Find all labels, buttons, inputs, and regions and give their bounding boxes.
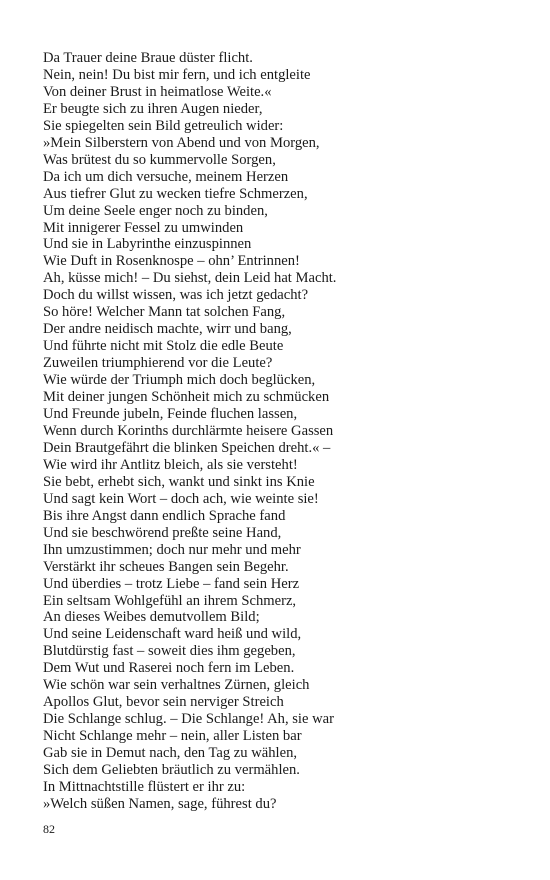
poem-line: Gab sie in Demut nach, den Tag zu wählen,	[43, 745, 298, 762]
poem-line: Die Schlange schlug. – Die Schlange! Ah, sie war	[43, 711, 334, 728]
poem-line: Wenn durch Korinths durchlärmte heisere Gassen	[43, 422, 334, 439]
poem-line: Und sie in Labyrinthe einzuspinnen	[43, 236, 252, 253]
poem-line: An dieses Weibes demutvollem Bild;	[43, 609, 260, 626]
poem-line: Er beugte sich zu ihren Augen nieder,	[43, 100, 263, 117]
poem-line: Wie Duft in Rosenknospe – ohn’ Entrinnen!	[43, 253, 300, 270]
poem-line: Da Trauer deine Braue düster flicht.	[43, 50, 253, 66]
poem-line: Sie bebt, erhebt sich, wankt und sinkt ins Knie	[43, 473, 315, 490]
poem-line: Ah, küsse mich! – Du siehst, dein Leid hat Macht.	[43, 270, 337, 287]
poem-line: Apollos Glut, bevor sein nerviger Streich	[43, 694, 284, 711]
poem-line: Doch du willst wissen, was ich jetzt gedacht?	[43, 287, 309, 304]
poem-line: »Welch süßen Namen, sage, führest du?	[43, 795, 277, 812]
poem-text	[43, 50, 513, 813]
poem-line: Blutdürstig fast – soweit dies ihm gegeben,	[43, 643, 296, 660]
poem-line: Und führte nicht mit Stolz die edle Beute	[43, 338, 284, 355]
poem-line: Da ich um dich versuche, meinem Herzen	[43, 168, 289, 185]
poem-line: In Mittnachtstille flüstert er ihr zu:	[43, 778, 246, 795]
poem-line: »Mein Silberstern von Abend und von Morgen,	[43, 134, 320, 151]
poem-line: Nein, nein! Du bist mir fern, und ich entgleite	[43, 66, 311, 83]
poem-line: Um deine Seele enger noch zu binden,	[43, 202, 268, 219]
poem-line: Mit innigerer Fessel zu umwinden	[43, 219, 244, 236]
poem-line: Und seine Leidenschaft ward heiß und wild,	[43, 626, 302, 643]
poem-line: Von deiner Brust in heimatlose Weite.«	[43, 83, 272, 100]
poem-line: Dein Brautgefährt die blinken Speichen dreht.« –	[43, 439, 331, 456]
poem-line: Und überdies – trotz Liebe – fand sein Herz	[43, 575, 300, 592]
poem-line: Aus tiefrer Glut zu wecken tiefre Schmerzen,	[43, 185, 308, 202]
page-number: 82	[43, 822, 55, 836]
poem-line: Ein seltsam Wohlgefühl an ihrem Schmerz,	[43, 592, 297, 609]
poem-line: Und sagt kein Wort – doch ach, wie weinte sie!	[43, 490, 319, 507]
poem-line: Wie schön war sein verhaltnes Zürnen, gleich	[43, 677, 310, 694]
poem-line: Und sie beschwörend preßte seine Hand,	[43, 524, 282, 541]
poem-line: Zuweilen triumphierend vor die Leute?	[43, 355, 273, 372]
poem-line: Ihn umzustimmen; doch nur mehr und mehr	[43, 541, 301, 558]
poem-line: Wie wird ihr Antlitz bleich, als sie versteht!	[43, 456, 298, 473]
poem-line: Verstärkt ihr scheues Bangen sein Begehr.	[43, 558, 289, 575]
poem-line: Dem Wut und Raserei noch fern im Leben.	[43, 660, 295, 677]
poem-line: Bis ihre Angst dann endlich Sprache fand	[43, 507, 286, 524]
poem-line: Sich dem Geliebten bräutlich zu vermählen.	[43, 762, 300, 779]
poem-line: So höre! Welcher Mann tat solchen Fang,	[43, 304, 286, 321]
poem-line: Sie spiegelten sein Bild getreulich wider:	[43, 117, 284, 134]
poem-line: Mit deiner jungen Schönheit mich zu schmücken	[43, 389, 330, 406]
poem-line: Der andre neidisch machte, wirr und bang,	[43, 321, 292, 338]
poem-line: Nicht Schlange mehr – nein, aller Listen bar	[43, 728, 302, 745]
poem-line: Und Freunde jubeln, Feinde fluchen lassen,	[43, 406, 298, 423]
poem-line: Wie würde der Triumph mich doch beglücken,	[43, 372, 316, 389]
poem-line: Was brütest du so kummervolle Sorgen,	[43, 151, 276, 168]
